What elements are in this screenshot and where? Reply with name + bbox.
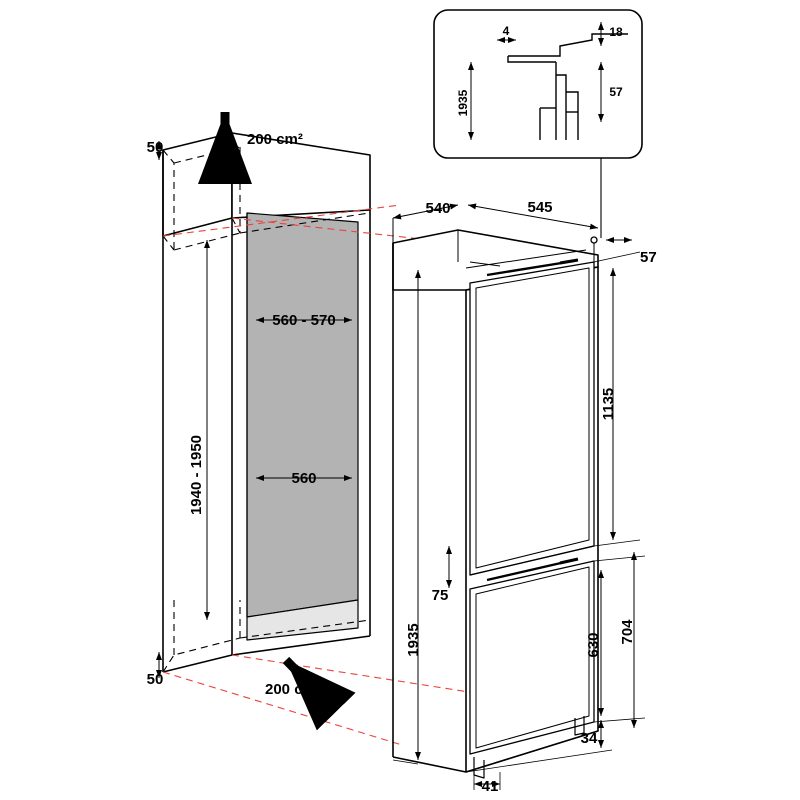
label-niche-depth: 560: [291, 470, 317, 487]
label-detail-1935: 1935: [456, 89, 470, 117]
label-detail-57: 57: [609, 85, 623, 99]
label-hinge-offset: 57: [640, 249, 657, 266]
appliance-drawing: [393, 230, 598, 778]
niche-drawing: [163, 133, 370, 672]
label-vent-top: 200 cm²: [247, 131, 303, 148]
label-door-gap: 75: [431, 587, 449, 604]
label-appliance-depth: 540: [425, 200, 451, 217]
label-vent-bottom: 200 cm²: [265, 681, 321, 698]
label-niche-top-gap: 50: [146, 139, 164, 156]
label-plinth-height: 34: [580, 730, 598, 747]
label-detail-4: 4: [502, 24, 510, 38]
label-fridge-door-height: 1135: [600, 387, 617, 421]
label-freezer-door-height: 630: [585, 632, 602, 658]
label-niche-width: 560 - 570: [272, 312, 336, 329]
label-niche-bottom-gap: 50: [146, 671, 164, 688]
label-detail-18: 18: [609, 25, 623, 39]
label-appliance-width: 545: [527, 199, 553, 216]
label-lower-section-height: 704: [619, 619, 636, 645]
label-appliance-height: 1935: [405, 623, 422, 657]
label-niche-height: 1940 - 1950: [188, 434, 205, 516]
label-foot-depth: 41: [481, 778, 499, 795]
